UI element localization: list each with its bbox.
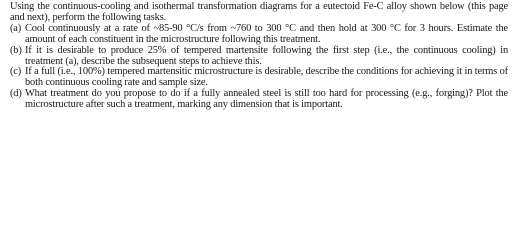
task-label: (d) <box>10 88 22 100</box>
task-label: (a) <box>10 22 22 34</box>
task-item-b <box>10 46 508 68</box>
task-text: What treatment do you propose to do if a fully annealed steel is still too hard for processing (e.g., forging)? Plot the microstructure after such a treatment, marking any dimension that is important. <box>25 88 508 111</box>
task-item-a <box>10 24 508 46</box>
task-label: (c) <box>10 66 22 78</box>
task-list <box>10 24 508 111</box>
task-item-c <box>10 67 508 89</box>
task-label: (b) <box>10 44 22 56</box>
task-text: If a full (i.e., 100%) tempered martensitic microstructure is desirable, describe the conditions for achieving it in terms of both continuous cooling rate and sample size. <box>25 66 508 89</box>
intro-paragraph: Using the continuous-cooling and isothermal transformation diagrams for a eutectoid Fe-C alloy shown below (this page and next), perform the following tasks. <box>10 1 508 23</box>
task-text: Cool continuously at a rate of ~85-90 °C/s from ~760 to 300 °C and then hold at 300 °C for 3 hours. Estimate the amount of each constituent in the microstructure following this treatment. <box>25 22 508 45</box>
task-text: If it is desirable to produce 25% of tempered martensite following the first step (i.e., the continuous cooling) in treatment (a), describe the subsequent steps to achieve this. <box>25 44 508 67</box>
task-item-d <box>10 89 508 111</box>
